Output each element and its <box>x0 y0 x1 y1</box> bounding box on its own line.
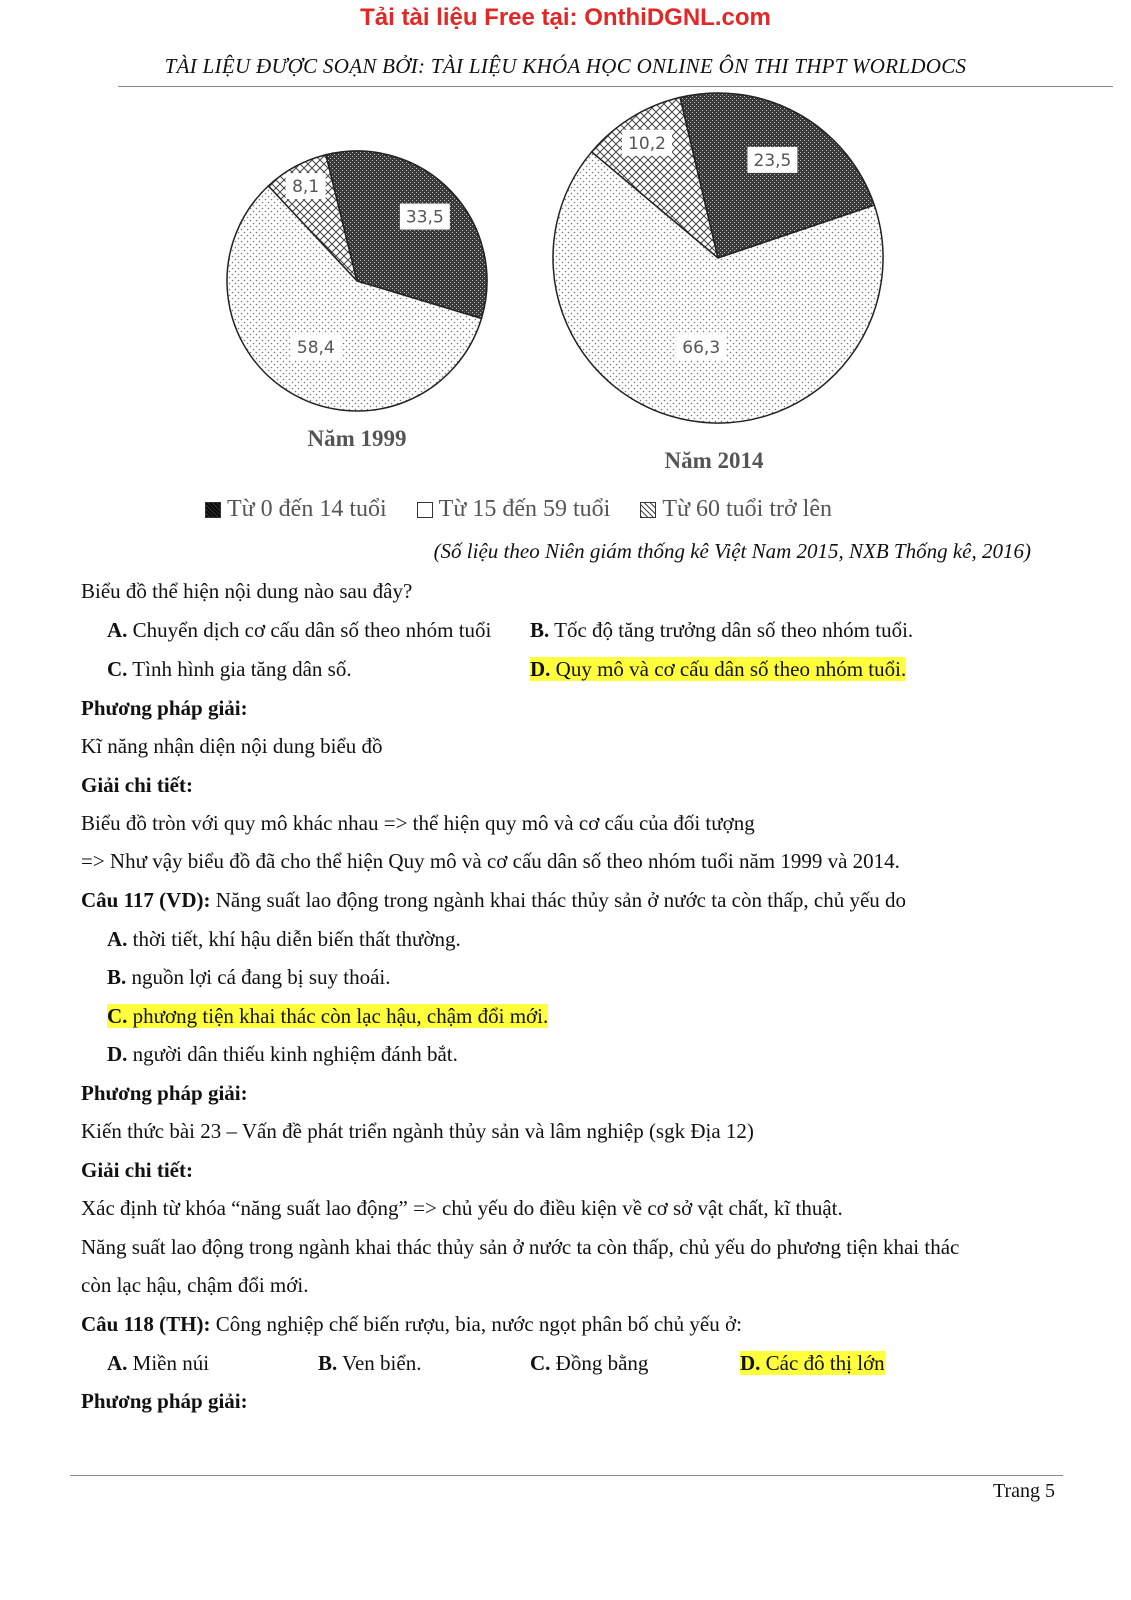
option-text: Ven biển. <box>337 1351 422 1375</box>
footer-divider <box>70 1475 1063 1476</box>
q116-detail-2: => Như vậy biểu đồ đã cho thể hiện Quy mô và cơ cấu dân số theo nhóm tuổi năm 1999 và 2014. <box>81 849 900 873</box>
q117-detail-label: Giải chi tiết: <box>81 1158 193 1182</box>
legend-swatch-dots <box>417 502 433 518</box>
option-text: Tình hình gia tăng dân số. <box>127 657 352 681</box>
pie-charts <box>0 0 1131 540</box>
q117-stem <box>81 886 906 914</box>
option-key: A. <box>107 1351 128 1375</box>
legend-label: Từ 15 đến 59 tuổi <box>438 496 611 522</box>
option-text: nguồn lợi cá đang bị suy thoái. <box>126 965 391 989</box>
question-text: Công nghiệp chế biến rượu, bia, nước ngọt phân bố chủ yếu ở: <box>210 1312 742 1336</box>
legend-item-60plus <box>640 496 832 523</box>
q118-option-d-answer <box>740 1349 885 1377</box>
option-key: B. <box>107 965 127 989</box>
option-key: B. <box>530 618 550 642</box>
question-label: Câu 118 (TH): <box>81 1312 211 1336</box>
q118-option-a <box>107 1349 209 1377</box>
legend-item-15-59 <box>417 496 611 523</box>
option-key: C. <box>530 1351 551 1375</box>
q118-option-c <box>530 1349 648 1377</box>
q116-detail-label: Giải chi tiết: <box>81 773 193 797</box>
legend-swatch-hatch <box>640 502 656 518</box>
q117-detail-2: Năng suất lao động trong ngành khai thác thủy sản ở nước ta còn thấp, chủ yếu do phương tiện khai thác <box>81 1235 960 1259</box>
q116-option-c <box>107 655 352 683</box>
q117-option-d <box>107 1040 458 1068</box>
option-key: C. <box>107 657 128 681</box>
option-key: D. <box>107 1042 128 1066</box>
q117-option-b <box>107 963 391 991</box>
q117-detail-1: Xác định từ khóa “năng suất lao động” => chủ yếu do điều kiện về cơ sở vật chất, kĩ thuật. <box>81 1196 843 1220</box>
option-text: Các đô thị lớn <box>760 1351 885 1375</box>
q116-stem: Biểu đồ thể hiện nội dung nào sau đây? <box>81 579 413 603</box>
option-text: Miền núi <box>127 1351 210 1375</box>
option-text: Đồng bằng <box>550 1351 649 1375</box>
option-key: A. <box>107 927 128 951</box>
data-label-15-59: 66,3 <box>682 338 721 359</box>
download-banner[interactable]: Tải tài liệu Free tại: OnthiDGNL.com <box>360 4 771 31</box>
chart-title-1999: Năm 1999 <box>307 426 407 451</box>
q116-method-label: Phương pháp giải: <box>81 696 248 720</box>
q117-method: Kiến thức bài 23 – Vấn đề phát triển ngành thủy sản và lâm nghiệp (sgk Địa 12) <box>81 1119 754 1143</box>
option-key: B. <box>318 1351 338 1375</box>
q117-option-a <box>107 925 461 953</box>
option-text: người dân thiếu kinh nghiệm đánh bắt. <box>127 1042 458 1066</box>
page-number: Trang 5 <box>992 1480 1055 1502</box>
option-key: D. <box>530 657 551 681</box>
option-text: thời tiết, khí hậu diễn biến thất thường. <box>127 927 461 951</box>
data-label-0-14: 33,5 <box>405 207 444 228</box>
legend-item-0-14 <box>205 496 387 523</box>
q117-option-c-answer <box>107 1002 548 1030</box>
page-header: TÀI LIỆU ĐƯỢC SOẠN BỞI: TÀI LIỆU KHÓA HỌC ONLINE ÔN THI THPT WORLDOCS <box>164 54 967 78</box>
legend-label: Từ 0 đến 14 tuổi <box>227 496 387 522</box>
option-key: D. <box>740 1351 761 1375</box>
chart-legend <box>205 496 832 523</box>
pie-1999 <box>227 151 487 411</box>
question-label: Câu 117 (VD): <box>81 888 211 912</box>
q117-method-label: Phương pháp giải: <box>81 1081 248 1105</box>
q117-detail-3: còn lạc hậu, chậm đổi mới. <box>81 1273 309 1297</box>
legend-label: Từ 60 tuổi trở lên <box>662 496 832 522</box>
option-text: Quy mô và cơ cấu dân số theo nhóm tuổi. <box>550 657 907 681</box>
option-text: Tốc độ tăng trưởng dân số theo nhóm tuổi. <box>549 618 914 642</box>
q118-method-label: Phương pháp giải: <box>81 1389 248 1413</box>
pie-2014 <box>553 93 883 423</box>
option-text: Chuyển dịch cơ cấu dân số theo nhóm tuổi <box>127 618 492 642</box>
data-label-60plus: 8,1 <box>292 177 320 198</box>
data-label-60plus: 10,2 <box>628 133 666 154</box>
q116-detail-1: Biểu đồ tròn với quy mô khác nhau => thể hiện quy mô và cơ cấu của đối tượng <box>81 811 755 835</box>
option-key: C. <box>107 1004 128 1028</box>
q116-option-b <box>530 616 913 644</box>
q118-stem <box>81 1310 742 1338</box>
q116-method: Kĩ năng nhận diện nội dung biểu đồ <box>81 734 383 758</box>
q116-option-d-answer <box>530 655 906 683</box>
option-key: A. <box>107 618 128 642</box>
data-label-15-59: 58,4 <box>296 338 335 359</box>
data-label-0-14: 23,5 <box>753 150 792 171</box>
chart-title-2014: Năm 2014 <box>664 448 764 473</box>
option-text: phương tiện khai thác còn lạc hậu, chậm đổi mới. <box>127 1004 549 1028</box>
question-text: Năng suất lao động trong ngành khai thác thủy sản ở nước ta còn thấp, chủ yếu do <box>210 888 907 912</box>
q118-option-b <box>318 1349 421 1377</box>
source-note: (Số liệu theo Niên giám thống kê Việt Nam 2015, NXB Thống kê, 2016) <box>433 539 1031 563</box>
q116-option-a <box>107 616 491 644</box>
legend-swatch-dark <box>205 502 221 518</box>
